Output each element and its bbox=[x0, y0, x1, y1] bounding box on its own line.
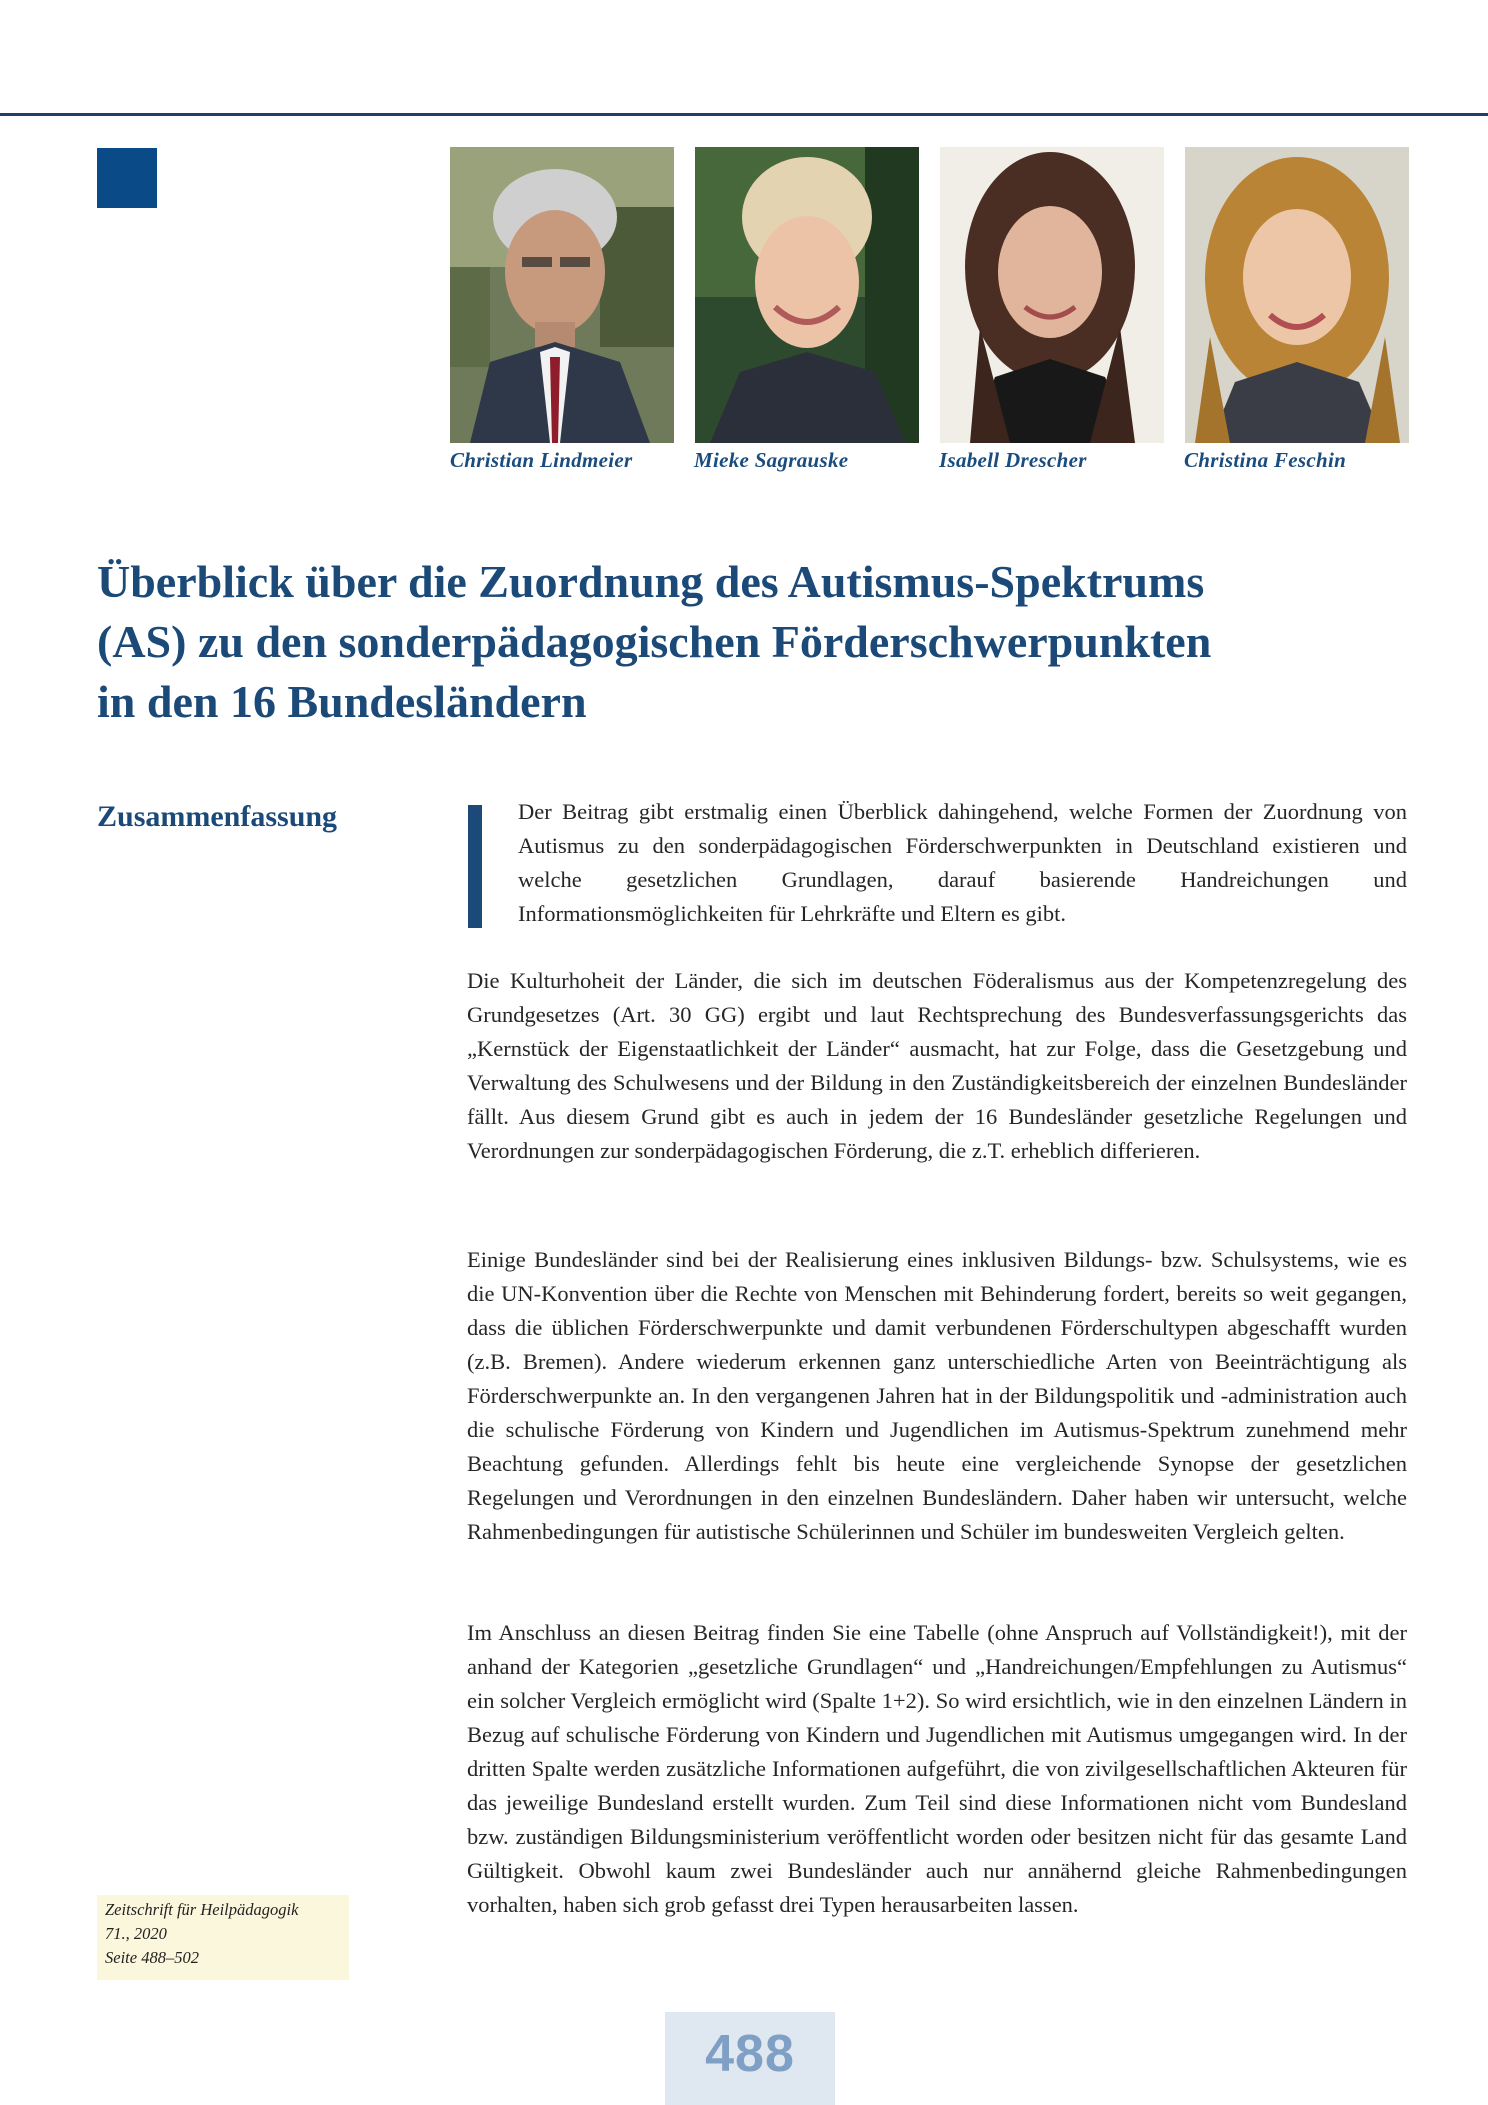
body-paragraph: Einige Bundesländer sind bei der Realisierung eines inklusiven Bildungs- bzw. Schulsystems, wie es die UN-Konvention über die Rechte von Menschen mit Behinderung fordert, bereits so weit gegangen, dass die üblichen Förderschwerpunkte und damit verbundenen Förderschultypen abgeschafft wurden (z.B. Bremen). Andere wiederum erkennen ganz unterschiedliche Arten von Beeinträchtigung als Förderschwerpunkte an. In den vergangenen Jahren hat in der Bildungspolitik und -administration auch die schulische Förderung von Kindern und Jugendlichen im Autismus-Spektrum zunehmend mehr Beachtung gefunden. Allerdings fehlt bis heute eine vergleichende Synopse der gesetzlichen Regelungen und Verordnungen in den einzelnen Bundesländern. Daher haben wir untersucht, welche Rahmenbedingungen für autistische Schülerinnen und Schüler im bundesweiten Vergleich gelten. bbox=[467, 1247, 1407, 1544]
citation-volume-year: 71., 2020 bbox=[105, 1924, 167, 1943]
author-photo-drescher bbox=[940, 147, 1164, 443]
author-photo-lindmeier bbox=[450, 147, 674, 443]
page-number: 488 bbox=[705, 2025, 795, 2083]
section-marker-square bbox=[97, 148, 157, 208]
title-line: Überblick über die Zuordnung des Autismus-Spektrums bbox=[97, 556, 1205, 607]
author-photo-feschin bbox=[1185, 147, 1409, 443]
author-name: Mieke Sagrauske bbox=[694, 448, 849, 472]
header-rule bbox=[0, 113, 1488, 116]
journal-citation-box bbox=[97, 1895, 349, 1980]
article-title bbox=[97, 552, 1397, 732]
title-line: (AS) zu den sonderpädagogischen Förderschwerpunkten bbox=[97, 616, 1212, 667]
page-number-box bbox=[665, 2012, 835, 2105]
abstract-paragraph: Der Beitrag gibt erstmalig einen Überblick dahingehend, welche Formen der Zuordnung von Autismus zu den sonderpädagogischen Förderschwerpunkten in Deutschland existieren und welche gesetzlichen Grundlagen, darauf basierende Handreichungen und Informationsmöglichkeiten für Lehrkräfte und Eltern es gibt. bbox=[518, 799, 1407, 926]
author-name: Isabell Drescher bbox=[939, 448, 1087, 472]
section-heading-summary: Zusammenfassung bbox=[97, 800, 338, 833]
author-name: Christina Feschin bbox=[1184, 448, 1347, 472]
title-line: in den 16 Bundesländern bbox=[97, 676, 587, 727]
abstract-marker-bar bbox=[468, 805, 482, 928]
body-paragraph: Die Kulturhoheit der Länder, die sich im deutschen Föderalismus aus der Kompetenzregelung des Grundgesetzes (Art. 30 GG) ergibt und laut Rechtsprechung des Bundesverfassungsgerichts das „Kernstück der Eigenstaatlichkeit der Länder“ ausmacht, hat zur Folge, dass die Gesetzgebung und Verwaltung des Schulwesens und der Bildung in den Zuständigkeitsbereich der einzelnen Bundesländer fällt. Aus diesem Grund gibt es auch in jedem der 16 Bundesländer gesetzliche Regelungen und Verordnungen zur sonderpädagogischen Förderung, die z.T. erheblich differieren. bbox=[467, 968, 1407, 1163]
author-name: Christian Lindmeier bbox=[450, 448, 633, 472]
citation-pages: Seite 488–502 bbox=[105, 1948, 199, 1967]
author-photo-sagrauske bbox=[695, 147, 919, 443]
body-paragraph: Im Anschluss an diesen Beitrag finden Sie eine Tabelle (ohne Anspruch auf Vollständigkeit!), mit der anhand der Kategorien „gesetzliche Grundlagen“ und „Handreichungen/Empfehlungen zu Autismus“ ein solcher Vergleich ermöglicht wird (Spalte 1+2). So wird ersichtlich, wie in den einzelnen Ländern in Bezug auf schulische Förderung von Kindern und Jugendlichen mit Autismus umgegangen wird. In der dritten Spalte werden zusätzliche Informationen aufgeführt, die von zivilgesellschaftlichen Akteuren für das jeweilige Bundesland erstellt wurden. Zum Teil sind diese Informationen nicht vom Bundesland bzw. zuständigen Bildungsministerium veröffentlicht worden oder besitzen nicht für das gesamte Land Gültigkeit. Obwohl kaum zwei Bundesländer auch nur annähernd gleiche Rahmenbedingungen vorhalten, haben sich grob gefasst drei Typen herausarbeiten lassen. bbox=[467, 1620, 1407, 1917]
citation-journal: Zeitschrift für Heilpädagogik bbox=[105, 1900, 299, 1919]
